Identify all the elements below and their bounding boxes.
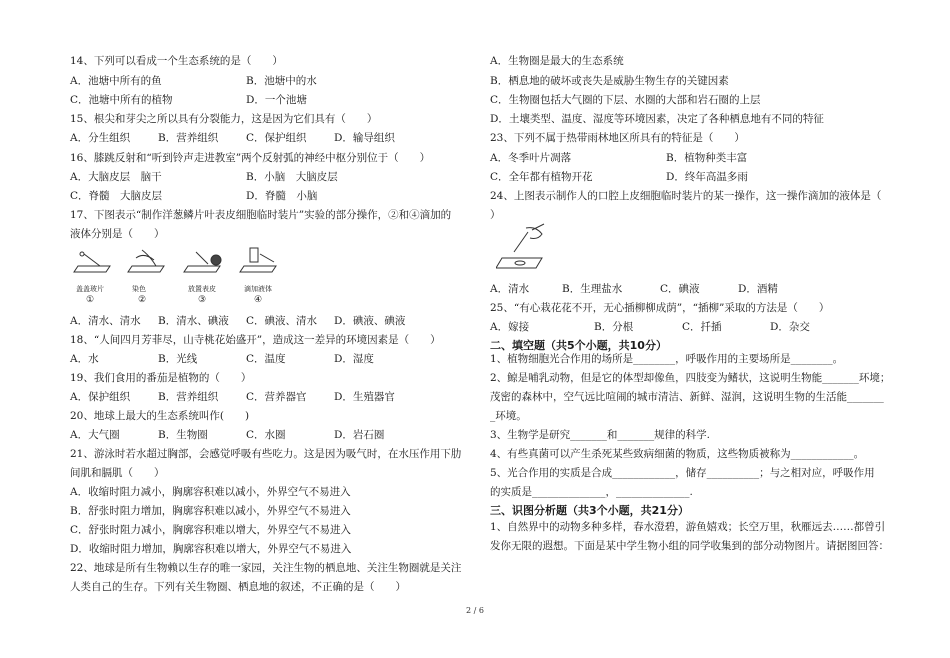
q22-option-a: A．生物圈是最大的生态系统: [490, 55, 624, 67]
q24-stem-line1: 24、上图表示制作人的口腔上皮细胞临时装片的某一操作，这一操作滴加的液体是（: [490, 190, 882, 202]
section-3-title: 三、识图分析题（共3个小题，共21分）: [490, 504, 689, 517]
q19-option-b: B．营养组织: [158, 391, 219, 403]
q25-option-b: B．分根: [594, 321, 634, 333]
q22-stem-line1: 22、地球是所有生物赖以生存的唯一家园，关注生物的栖息地、关注生物圈就是关注: [70, 562, 462, 574]
q15-option-a: A．分生组织: [70, 132, 131, 144]
slide-procedure-illustration: [70, 244, 310, 282]
fig-label-4: 滴加液体: [244, 285, 272, 293]
fill-q5-line2: 的实质是______________，______________.: [490, 486, 693, 498]
q18-stem: 18、“人间四月芳菲尽，山寺桃花始盛开”，造成这一差异的环境因素是（ ）: [70, 334, 441, 346]
q14-option-d: D．一个池塘: [246, 94, 307, 106]
q21-option-a: A．收缩时阻力减小，胸廓容积难以减小，外界空气不易进入: [70, 486, 351, 498]
q16-option-b: B．小脑 大脑皮层: [246, 171, 338, 183]
page-number: 2 / 6: [466, 606, 484, 615]
q18-option-c: C．温度: [246, 353, 286, 365]
fill-q3: 3、生物学是研究_______和_______规律的科学.: [490, 429, 711, 441]
q15-option-d: D．输导组织: [334, 132, 395, 144]
q20-option-d: D．岩石圈: [334, 429, 385, 441]
q16-option-d: D．脊髓 小脑: [246, 190, 318, 202]
q14-option-c: C．池塘中所有的植物: [70, 94, 173, 106]
fig-num-2: ②: [138, 295, 147, 305]
q20-stem: 20、地球上最大的生态系统叫作( ): [70, 410, 250, 422]
q24-stem-line2: ）: [490, 209, 501, 221]
fill-q2-line3: _环境。: [490, 410, 527, 422]
q19-stem: 19、我们食用的番茄是植物的（ ）: [70, 372, 252, 384]
q22-stem-line2: 人类自己的生存。下列有关生物圈、栖息地的叙述，不正确的是（ ）: [70, 581, 406, 593]
q23-option-c: C．全年都有植物开花: [490, 171, 593, 183]
q18-option-a: A．水: [70, 353, 99, 365]
q19-option-a: A．保护组织: [70, 391, 131, 403]
q25-option-a: A．嫁接: [490, 321, 530, 333]
q15-stem: 15、根尖和芽尖之所以具有分裂能力，这是因为它们具有（ ）: [70, 113, 378, 125]
q15-option-b: B．营养组织: [158, 132, 219, 144]
fill-q2-line2: 茂密的森林中，空气远比喧闹的城市清洁、新鲜、湿润，这说明生物的生活能_______: [490, 391, 884, 403]
fig-num-4: ④: [254, 295, 263, 305]
fig-num-3: ③: [198, 295, 207, 305]
q17-stem-line2: 液体分别是（ ）: [70, 228, 165, 240]
q17-option-d: D．碘液、碘液: [334, 315, 406, 327]
q24-option-c: C．碘液: [660, 283, 700, 295]
q24-dropper-illustration: [496, 222, 556, 272]
q16-stem: 16、膝跳反射和“听到铃声走进教室”两个反射弧的神经中枢分别位于（ ）: [70, 152, 431, 164]
q23-option-a: A．冬季叶片凋落: [490, 152, 572, 164]
q14-option-b: B．池塘中的水: [246, 75, 317, 87]
q19-option-c: C．营养器官: [246, 391, 307, 403]
q22-option-c: C．生物圈包括大气圈的下层、水圈的大部和岩石圈的上层: [490, 94, 761, 106]
q17-figure: [70, 244, 310, 308]
q17-option-a: A．清水、清水: [70, 315, 141, 327]
q20-option-c: C．水圈: [246, 429, 286, 441]
q20-option-a: A．大气圈: [70, 429, 120, 441]
q21-stem-line1: 21、游泳时若水超过胸部，会感觉呼吸有些吃力。这是因为吸气时，在水压作用下肋: [70, 448, 462, 460]
q24-option-a: A．清水: [490, 283, 530, 295]
diagram-q1-line2: 发你无限的遐想。下面是某中学生物小组的同学收集到的部分动物图片。请据图回答：: [490, 540, 889, 552]
fill-q1: 1、植物细胞光合作用的场所是________，呼吸作用的主要场所是________。: [490, 353, 844, 365]
fill-q5-line1: 5、光合作用的实质是合成____________，储存__________；与之相对应，呼吸作用: [490, 467, 875, 479]
q21-option-d: D．收缩时阻力增加，胸廓容积难以增大，外界空气不易进入: [70, 543, 352, 555]
q23-option-b: B．植物种类丰富: [666, 152, 748, 164]
q22-option-b: B．栖息地的破坏或丧失是威胁生物生存的关键因素: [490, 75, 729, 87]
q19-option-d: D．生殖器官: [334, 391, 395, 403]
q21-option-b: B．舒张时阻力增加，胸廓容积难以减小，外界空气不易进入: [70, 505, 351, 517]
q24-option-d: D．酒精: [738, 283, 778, 295]
q21-stem-line2: 间肌和膈肌（ ）: [70, 467, 165, 479]
q25-option-d: D．杂交: [770, 321, 810, 333]
fig-label-1: 盖盖玻片: [76, 285, 104, 293]
q18-option-b: B．光线: [158, 353, 198, 365]
q21-option-c: C．舒张时阻力减小，胸廓容积难以增大，外界空气不易进入: [70, 524, 352, 536]
q23-stem: 23、下列不属于热带雨林地区所具有的特征是（ ）: [490, 132, 745, 144]
q14-option-a: A．池塘中所有的鱼: [70, 75, 162, 87]
section-2-title: 二、填空题（共5个小题，共10分）: [490, 339, 667, 352]
q15-option-c: C．保护组织: [246, 132, 307, 144]
q16-option-c: C．脊髓 大脑皮层: [70, 190, 163, 202]
q25-stem: 25、“有心栽花花不开，无心插柳柳成荫”，“插柳”采取的方法是（ ）: [490, 302, 830, 314]
q17-stem-line1: 17、下图表示“制作洋葱鳞片叶表皮细胞临时装片”实验的部分操作，②和④滴加的: [70, 209, 452, 221]
fig-label-2: 染色: [132, 285, 146, 293]
q18-option-d: D．湿度: [334, 353, 374, 365]
q24-option-b: B．生理盐水: [562, 283, 623, 295]
fig-num-1: ①: [86, 295, 95, 305]
q16-option-a: A．大脑皮层 脑干: [70, 171, 162, 183]
q17-option-b: B．清水、碘液: [158, 315, 229, 327]
fig-label-3: 放置表皮: [188, 285, 216, 293]
fill-q4: 4、有些真菌可以产生杀死某些致病细菌的物质，这些物质被称为____________。: [490, 448, 865, 460]
q17-option-c: C．碘液、清水: [246, 315, 318, 327]
q22-option-d: D．土壤类型、温度、湿度等环境因素，决定了各种栖息地有不同的特征: [490, 113, 824, 125]
q25-option-c: C．扦插: [682, 321, 722, 333]
diagram-q1-line1: 1、自然界中的动物多种多样，春水澄碧，游鱼嬉戏；长空万里，秋雁远去……都曾引: [490, 521, 886, 533]
q23-option-d: D．终年高温多雨: [666, 171, 748, 183]
fill-q2-line1: 2、鲸是哺乳动物，但是它的体型却像鱼，四肢变为鳍状，这说明生物能_______环境；: [490, 372, 891, 384]
q20-option-b: B．生物圈: [158, 429, 208, 441]
q14-stem: 14、下列可以看成一个生态系统的是（ ）: [70, 55, 283, 67]
